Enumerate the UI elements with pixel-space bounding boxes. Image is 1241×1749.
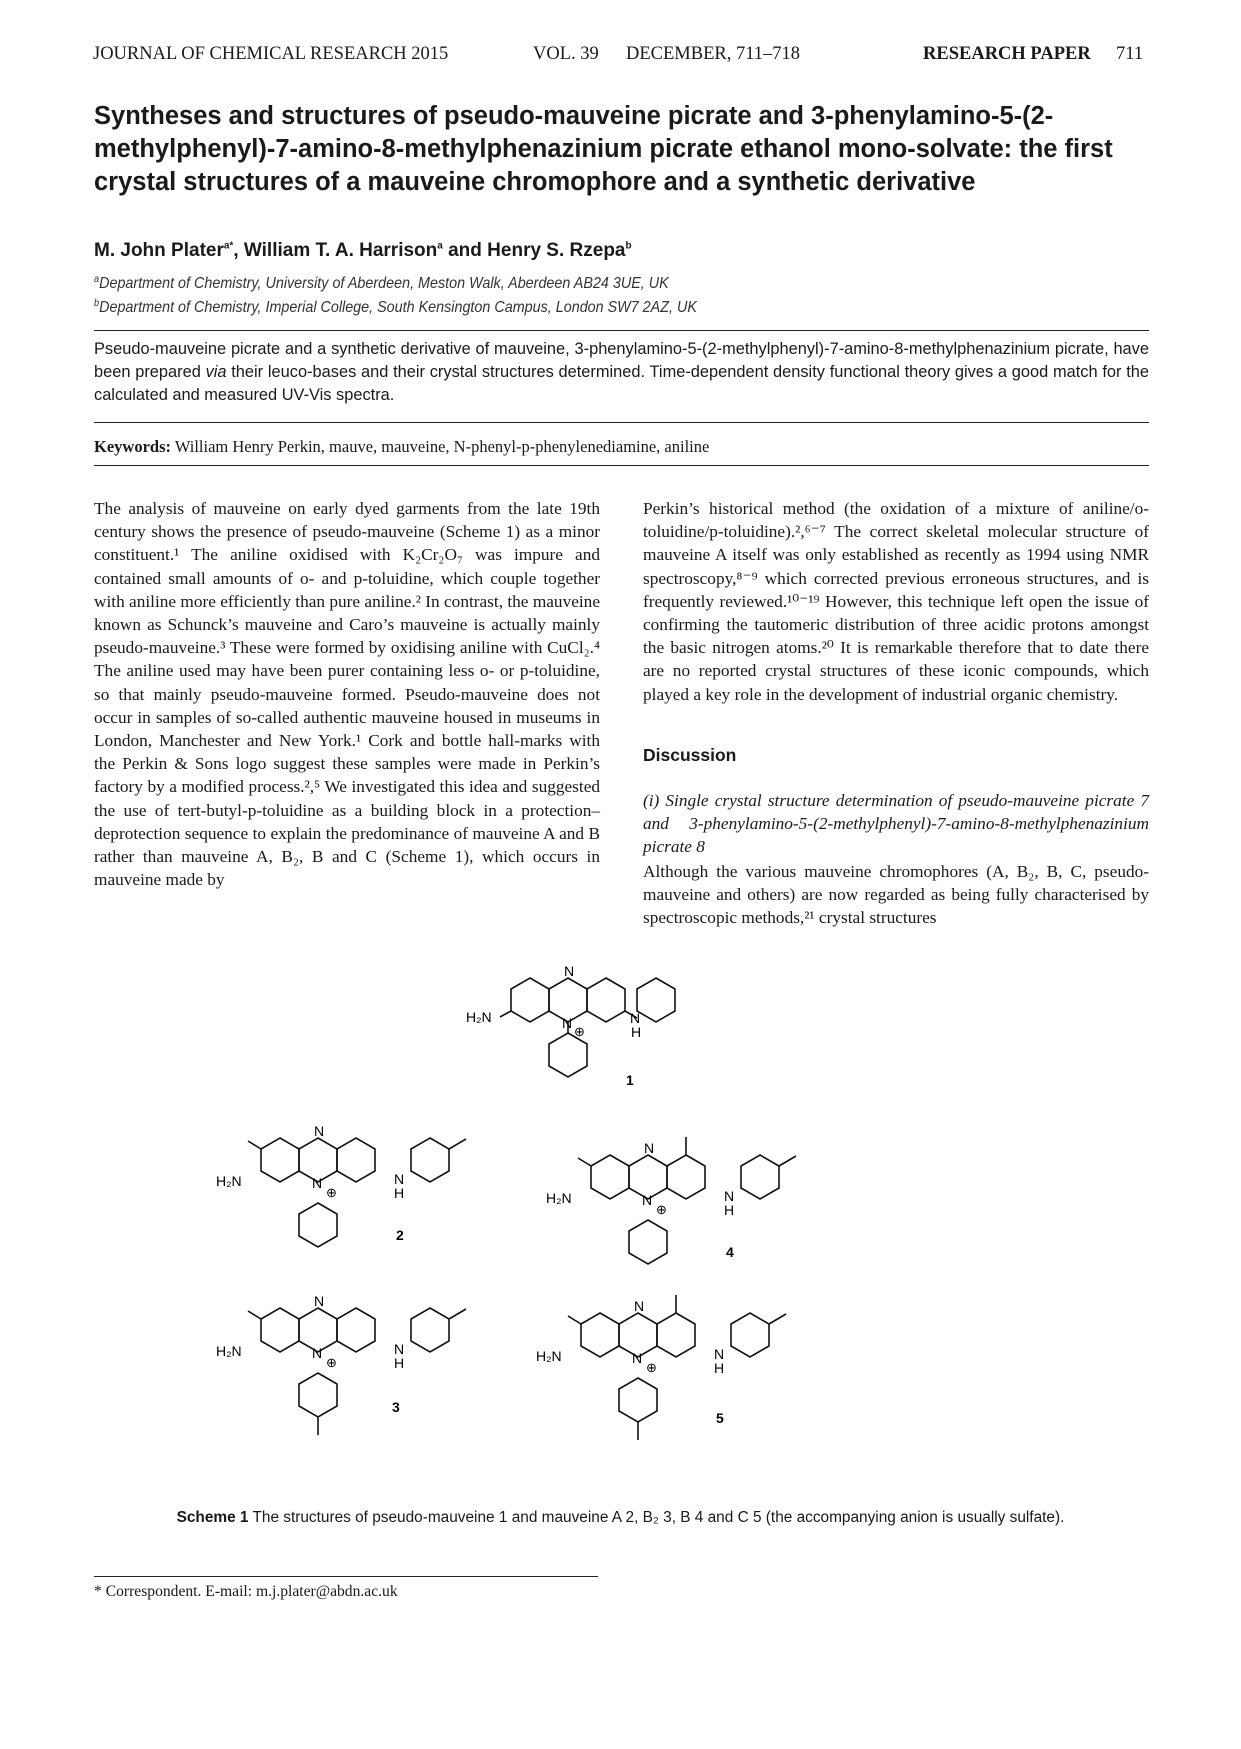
body-text-right-continued: Although the various mauveine chromophores (A, B₂, B, C, pseudo-mauveine and others) are now regarded as being fully characterised by spectroscopic methods,²¹ crystal structures <box>643 862 1149 928</box>
author-name: William T. A. Harrison <box>243 240 438 261</box>
nitrogen-label: N <box>562 1015 573 1031</box>
section-heading: Discussion <box>643 745 737 765</box>
nitrogen-label: N <box>394 1341 405 1357</box>
compound-number: 5 <box>716 1410 724 1426</box>
affiliation-mark: a <box>94 273 100 285</box>
compound-number: 4 <box>726 1244 734 1260</box>
hydrogen-label: H <box>714 1360 725 1376</box>
structure-compound-1 <box>466 963 675 1088</box>
hydrogen-label: H <box>394 1185 405 1201</box>
nitrogen-label: N <box>314 1293 325 1309</box>
volume: VOL. 39 <box>533 44 599 64</box>
author-separator: , <box>233 240 244 261</box>
amine-label: H₂N <box>216 1343 242 1359</box>
paper-title: Syntheses and structures of pseudo-mauveine picrate and 3-phenylamino-5-(2-methylphenyl)-7-amino-8-methylphenazinium picrate ethanol mono-solvate: the first crystal structures of a mauveine chromophore and a synthetic derivative <box>94 102 1113 196</box>
nitrogen-label: N <box>394 1171 405 1187</box>
positive-charge: ⊕ <box>646 1360 657 1375</box>
author-affiliation-mark: a* <box>223 240 234 252</box>
scheme-figure <box>216 945 1050 1505</box>
abstract-text: Pseudo-mauveine picrate and a synthetic derivative of mauveine, 3-phenylamino-5-(2-methylphenyl)-7-amino-8-methylphenazinium picrate, have been prepared <box>94 340 1149 381</box>
keywords-label: Keywords: <box>94 437 171 456</box>
keywords-text: William Henry Perkin, mauve, mauveine, N-phenyl-p-phenylenediamine, aniline <box>174 437 710 456</box>
amine-label: H₂N <box>466 1009 492 1025</box>
author-affiliation-mark: a <box>437 240 443 252</box>
amine-label: H₂N <box>536 1348 562 1364</box>
correspondent-footnote: * Correspondent. E-mail: m.j.plater@abdn.ac.uk <box>94 1583 398 1600</box>
positive-charge: ⊕ <box>656 1202 667 1217</box>
abstract-text: their leuco-bases and their crystal structures determined. Time-dependent density functional theory gives a good match for the calculated and measured UV-Vis spectra. <box>94 363 1149 404</box>
divider <box>94 330 1149 331</box>
nitrogen-label: N <box>630 1010 641 1026</box>
positive-charge: ⊕ <box>574 1024 585 1039</box>
compound-number: 2 <box>396 1227 404 1243</box>
section-label: RESEARCH PAPER <box>923 44 1091 64</box>
hydrogen-label: H <box>724 1202 735 1218</box>
scheme-svg <box>216 945 1050 1505</box>
caption-label: Scheme 1 <box>176 1509 249 1526</box>
author-affiliation-mark: b <box>625 240 632 252</box>
nitrogen-label: N <box>644 1140 655 1156</box>
author-name: M. John Plater <box>94 240 224 261</box>
compound-number: 3 <box>392 1399 400 1415</box>
footnote-divider <box>94 1576 598 1577</box>
nitrogen-label: N <box>314 1123 325 1139</box>
affiliation <box>94 299 697 317</box>
structure-compound-4 <box>546 1137 796 1264</box>
hydrogen-label: H <box>631 1024 642 1040</box>
nitrogen-label: N <box>632 1350 643 1366</box>
author-separator: and <box>442 240 488 261</box>
nitrogen-label: N <box>642 1192 653 1208</box>
affiliation <box>94 275 669 293</box>
author-name: Henry S. Rzepa <box>487 240 626 261</box>
body-text-right: Perkin’s historical method (the oxidation of a mixture of aniline/o-toluidine/p-toluidine).²,⁶⁻⁷ The correct skeletal molecular structure of mauveine A itself was only established as recently as 1994 using NMR spectroscopy,⁸⁻⁹ which corrected previous erroneous structures, and is frequently reviewed.¹⁰⁻¹⁹ However, this technique left open the issue of confirming the tautomeric distribution of three acidic protons amongst the basic nitrogen atoms.²⁰ It is remarkable therefore that to date there are no reported crystal structures of these iconic compounds, which played a key role in the development of industrial organic chemistry. <box>643 499 1149 704</box>
hydrogen-label: H <box>394 1355 405 1371</box>
abstract-italic: via <box>205 363 227 381</box>
journal-name: JOURNAL OF CHEMICAL RESEARCH 2015 <box>93 44 449 64</box>
author-list <box>94 240 632 262</box>
subsection-heading: (i) Single crystal structure determination of pseudo-mauveine picrate 7 and 3-phenylamino-5-(2-methylphenyl)-7-amino-8-methylphenazinium picrate 8 <box>643 791 1149 857</box>
structure-compound-2 <box>216 1123 466 1247</box>
scheme-caption <box>0 1509 1241 1527</box>
divider <box>94 465 1149 466</box>
affiliation-text: Department of Chemistry, Imperial College, South Kensington Campus, London SW7 2AZ, UK <box>99 299 697 316</box>
nitrogen-label: N <box>634 1298 645 1314</box>
page-number: 711 <box>1116 44 1144 64</box>
nitrogen-label: N <box>312 1345 323 1361</box>
affiliation-mark: b <box>94 297 100 309</box>
positive-charge: ⊕ <box>326 1185 337 1200</box>
body-text-left: The analysis of mauveine on early dyed garments from the late 19th century shows the presence of pseudo-mauveine (Scheme 1) as a minor constituent.¹ The aniline oxidised with K₂Cr₂O₇ was impure and contained small amounts of o- and p-toluidine, which couple together with aniline more efficiently than pure aniline.² In contrast, the mauveine known as Schunck’s mauveine and Caro’s mauveine is actually mainly pseudo-mauveine.³ These were formed by oxidising aniline with CuCl₂.⁴ The aniline used may have been purer containing less o- or p-toluidine, so that mainly pseudo-mauveine formed. Pseudo-mauveine does not occur in samples of so-called authentic mauveine housed in museums in London, Manchester and New York.¹ Cork and bottle hall-marks with the Perkin & Sons logo suggest these samples were made in Perkin’s factory by a modified process.²,⁵ We investigated this idea and suggested the use of tert-butyl-p-toluidine as a building block in a protection–deprotection sequence to explain the predominance of mauveine A and B rather than mauveine A, B₂, B and C (Scheme 1), which occurs in mauveine made by <box>94 499 600 890</box>
divider <box>94 422 1149 423</box>
nitrogen-label: N <box>564 963 575 979</box>
nitrogen-label: N <box>714 1346 725 1362</box>
positive-charge: ⊕ <box>326 1355 337 1370</box>
amine-label: H₂N <box>546 1190 572 1206</box>
caption-text: The structures of pseudo-mauveine 1 and mauveine A 2, B₂ 3, B 4 and C 5 (the accompanying anion is usually sulfate). <box>252 1509 1065 1526</box>
nitrogen-label: N <box>312 1175 323 1191</box>
amine-label: H₂N <box>216 1173 242 1189</box>
compound-number: 1 <box>626 1072 634 1088</box>
nitrogen-label: N <box>724 1188 735 1204</box>
structure-compound-5 <box>536 1295 786 1440</box>
affiliation-text: Department of Chemistry, University of Aberdeen, Meston Walk, Aberdeen AB24 3UE, UK <box>99 275 669 292</box>
abstract <box>94 338 1149 407</box>
structure-compound-3 <box>216 1293 466 1435</box>
running-header <box>93 44 1149 68</box>
keywords <box>94 437 709 457</box>
issue-date-pages: DECEMBER, 711–718 <box>626 44 801 64</box>
